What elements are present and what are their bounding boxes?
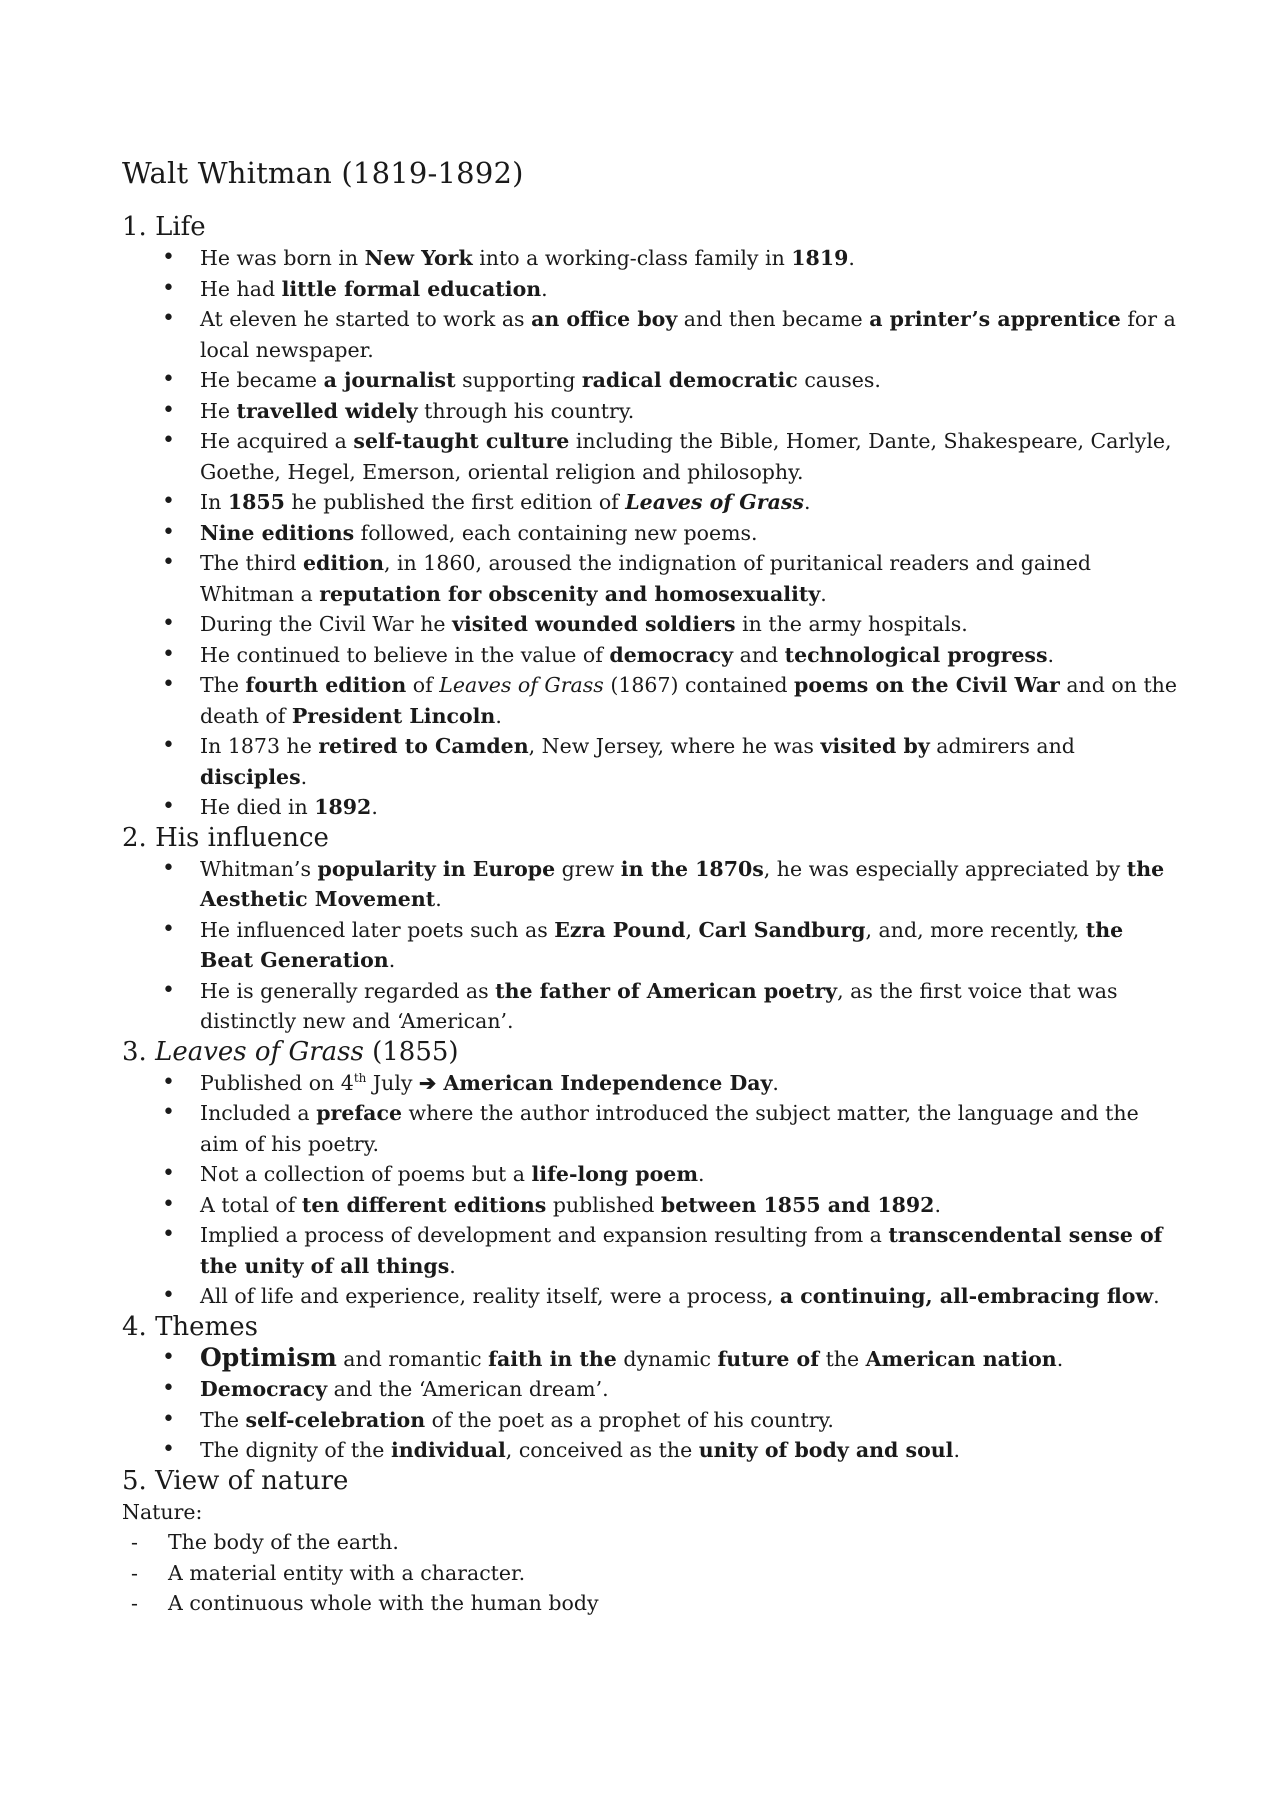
text-run: visited wounded soldiers: [452, 612, 736, 636]
text-run: He acquired a: [200, 429, 354, 453]
text-run: He died in: [200, 795, 315, 819]
text-run: retired to Camden: [318, 734, 529, 758]
text-run: reputation for obscenity and homosexuality: [319, 581, 821, 606]
text-run: 1892: [314, 795, 372, 819]
list-item: [122, 487, 1182, 518]
text-run: .: [1047, 642, 1055, 667]
text-run: an office boy: [531, 307, 678, 331]
text-run: New York: [364, 246, 473, 270]
text-run: .: [435, 887, 442, 911]
list-item: [122, 854, 1182, 915]
text-run: , in 1860, aroused the indignation of puritanical readers and gained Whitman a: [200, 551, 1092, 606]
leaves-list: [122, 1068, 1182, 1312]
text-run: a printer’s apprentice: [869, 307, 1121, 331]
list-item: - A material entity with a character.: [122, 1558, 1182, 1589]
text-run: radical democratic: [581, 368, 798, 392]
list-item: [122, 243, 1182, 274]
text-run: , and, more recently,: [865, 917, 1086, 942]
text-run: preface: [316, 1101, 402, 1125]
list-item: - The body of the earth.: [122, 1527, 1182, 1558]
text-run: He influenced later poets such as: [200, 917, 555, 942]
text-run: published: [546, 1192, 661, 1217]
text-run: visited by: [820, 734, 930, 758]
text-run: , as the first voice that was distinctly new and ‘American’.: [200, 978, 1118, 1033]
text-run: .: [541, 276, 548, 301]
text-run: .: [449, 1253, 456, 1278]
text-run: life-long poem: [531, 1162, 699, 1186]
text-run: a journalist: [323, 368, 456, 392]
text-run: he published the first edition of: [284, 490, 626, 514]
section-heading-influence: 2. His influence: [122, 822, 329, 853]
text-run: self-taught culture: [353, 429, 570, 453]
text-run: the: [819, 1346, 866, 1371]
text-run: Implied a process of development and expansion resulting from a: [200, 1223, 889, 1247]
text-run: Leaves of Grass: [625, 490, 804, 514]
text-run: He became: [200, 368, 324, 392]
list-item: [122, 1281, 1182, 1312]
text-run: fourth edition: [245, 673, 407, 697]
text-run: th: [353, 1070, 367, 1085]
text-run: American nation: [865, 1346, 1057, 1371]
text-run: .: [953, 1438, 960, 1462]
text-run: unity of body and soul: [698, 1438, 954, 1462]
list-item: [122, 915, 1182, 976]
text-run: .: [820, 581, 827, 606]
text-run: a continuing, all-embracing flow: [779, 1284, 1154, 1308]
text-run: transcendental sense of the unity of all things: [200, 1223, 1163, 1278]
section-heading-themes: 4. Themes: [122, 1311, 258, 1342]
text-run: future of: [717, 1346, 820, 1371]
text-run: and on the death of: [200, 673, 1178, 728]
text-run: July: [366, 1070, 419, 1095]
text-run: ,: [685, 917, 699, 942]
text-run: He: [200, 398, 237, 423]
text-run: technological progress: [784, 642, 1048, 667]
text-run: President Lincoln: [291, 703, 496, 728]
themes-list: [122, 1343, 1182, 1466]
text-run: through his country.: [417, 398, 635, 423]
text-run: A total of: [200, 1192, 302, 1217]
text-run: the Aesthetic Movement: [200, 856, 1165, 911]
text-run: .: [698, 1162, 705, 1186]
text-run: the Beat Generation: [200, 917, 1124, 972]
nature-label: Nature:: [122, 1499, 203, 1524]
text-run: in the 1870s: [620, 856, 764, 881]
list-item: [122, 976, 1182, 1037]
text-run: In 1873 he: [200, 734, 319, 758]
text-run: .: [934, 1192, 941, 1217]
list-item: - A continuous whole with the human body: [122, 1588, 1182, 1619]
text-run: Published on 4: [200, 1070, 354, 1095]
text-run: democracy: [609, 642, 734, 667]
text-run: .: [772, 1070, 779, 1095]
list-item: [122, 640, 1182, 671]
list-item: [122, 274, 1182, 305]
text-run: , New Jersey, where he was: [528, 734, 821, 758]
life-list: [122, 243, 1182, 823]
list-item: [122, 304, 1182, 365]
text-run: The: [200, 1407, 246, 1432]
text-run: , he was especially appreciated by: [763, 856, 1127, 881]
list-item: [122, 1159, 1182, 1190]
text-run: In: [200, 490, 228, 514]
list-item: [122, 1343, 1182, 1375]
text-run: .: [1056, 1346, 1064, 1371]
text-run: (1867) contained: [603, 673, 795, 697]
section-title-italic: Leaves of Grass: [155, 1036, 364, 1067]
text-run: During the Civil War he: [200, 612, 453, 636]
text-run: the father of American poetry: [495, 978, 838, 1003]
text-run: Carl Sandburg: [698, 917, 866, 942]
text-run: .: [495, 703, 502, 728]
list-item: [122, 1220, 1182, 1281]
text-run: ➔ American Independence Day: [419, 1070, 773, 1095]
text-run: including the Bible, Homer, Dante, Shakespeare, Carlyle, Goethe, Hegel, Emerson, oriental religion and philosophy.: [200, 429, 1172, 484]
text-run: travelled widely: [236, 398, 418, 423]
list-item: [122, 1374, 1182, 1405]
text-run: .: [371, 795, 378, 819]
text-run: admirers and: [929, 734, 1075, 758]
text-run: Leaves of Grass: [439, 673, 604, 697]
text-run: edition: [302, 551, 384, 575]
text-run: poems on the Civil War: [794, 673, 1060, 697]
text-run: faith in the: [488, 1346, 617, 1371]
text-run: and: [733, 642, 785, 667]
list-item: [122, 1435, 1182, 1466]
text-run: Whitman’s: [200, 856, 318, 881]
list-item: [122, 518, 1182, 549]
text-run: Ezra Pound: [554, 917, 686, 942]
list-item: [122, 396, 1182, 427]
text-run: popularity in Europe: [317, 856, 556, 881]
text-run: The: [200, 673, 246, 697]
text-run: of: [406, 673, 440, 697]
list-item: [122, 731, 1182, 792]
list-item: [122, 1068, 1182, 1099]
text-run: The dignity of the: [200, 1438, 391, 1462]
list-item: [122, 1098, 1182, 1159]
text-run: .: [803, 490, 811, 514]
text-run: between 1855 and 1892: [660, 1192, 935, 1217]
text-run: dynamic: [616, 1346, 718, 1371]
text-run: and the ‘American dream’.: [327, 1377, 609, 1401]
text-run: The third: [200, 551, 303, 575]
list-item: [122, 1405, 1182, 1436]
text-run: Not a collection of poems but a: [200, 1162, 532, 1186]
text-run: of the poet as a prophet of his country.: [425, 1407, 834, 1432]
text-run: 1819: [791, 246, 849, 270]
text-run: At eleven he started to work as: [200, 307, 532, 331]
text-run: .: [848, 246, 855, 270]
text-run: and then became: [677, 307, 870, 331]
text-run: .: [1153, 1284, 1160, 1308]
text-run: He is generally regarded as: [200, 978, 496, 1003]
text-run: .: [388, 948, 396, 972]
section-heading-nature: 5. View of nature: [122, 1465, 349, 1496]
text-run: into a working-class family in: [472, 246, 792, 270]
text-run: individual: [390, 1438, 506, 1462]
list-item: [122, 426, 1182, 487]
text-run: causes.: [797, 368, 881, 392]
text-run: He had: [200, 276, 282, 301]
text-run: supporting: [455, 368, 582, 392]
text-run: grew: [555, 856, 621, 881]
section-heading-leaves-of-grass: [122, 1037, 1182, 1068]
list-item: [122, 609, 1182, 640]
section-heading-life: 1. Life: [122, 212, 206, 242]
text-run: Optimism: [200, 1342, 337, 1372]
document-title: Walt Whitman (1819-1892): [122, 156, 524, 190]
text-run: where the author introduced the subject matter, the language and the aim of his poetry.: [200, 1101, 1139, 1156]
text-run: He continued to believe in the value of: [200, 642, 610, 667]
list-item: [122, 1190, 1182, 1221]
text-run: Democracy: [200, 1377, 328, 1401]
section-number: 3.: [122, 1036, 156, 1067]
list-item: [122, 670, 1182, 731]
text-run: He was born in: [200, 246, 365, 270]
text-run: self-celebration: [245, 1407, 426, 1432]
influence-list: [122, 854, 1182, 1037]
list-item: [122, 548, 1182, 609]
text-run: ten different editions: [301, 1192, 547, 1217]
text-run: 1855: [227, 490, 285, 514]
nature-list: [122, 1527, 1182, 1619]
text-run: Included a: [200, 1101, 317, 1125]
text-run: , conceived as the: [505, 1438, 699, 1462]
section-year: (1855): [363, 1036, 459, 1067]
text-run: little formal education: [281, 276, 542, 301]
text-run: Nine editions: [200, 520, 355, 545]
text-run: All of life and experience, reality itself, were a process,: [200, 1284, 780, 1308]
text-run: for a local newspaper.: [200, 307, 1176, 362]
text-run: followed, each containing new poems.: [354, 520, 758, 545]
text-run: and romantic: [336, 1346, 489, 1371]
text-run: in the army hospitals.: [735, 612, 968, 636]
document-page: [122, 152, 1182, 1619]
list-item: [122, 365, 1182, 396]
text-run: disciples: [200, 764, 301, 789]
list-item: [122, 792, 1182, 823]
text-run: .: [300, 764, 308, 789]
